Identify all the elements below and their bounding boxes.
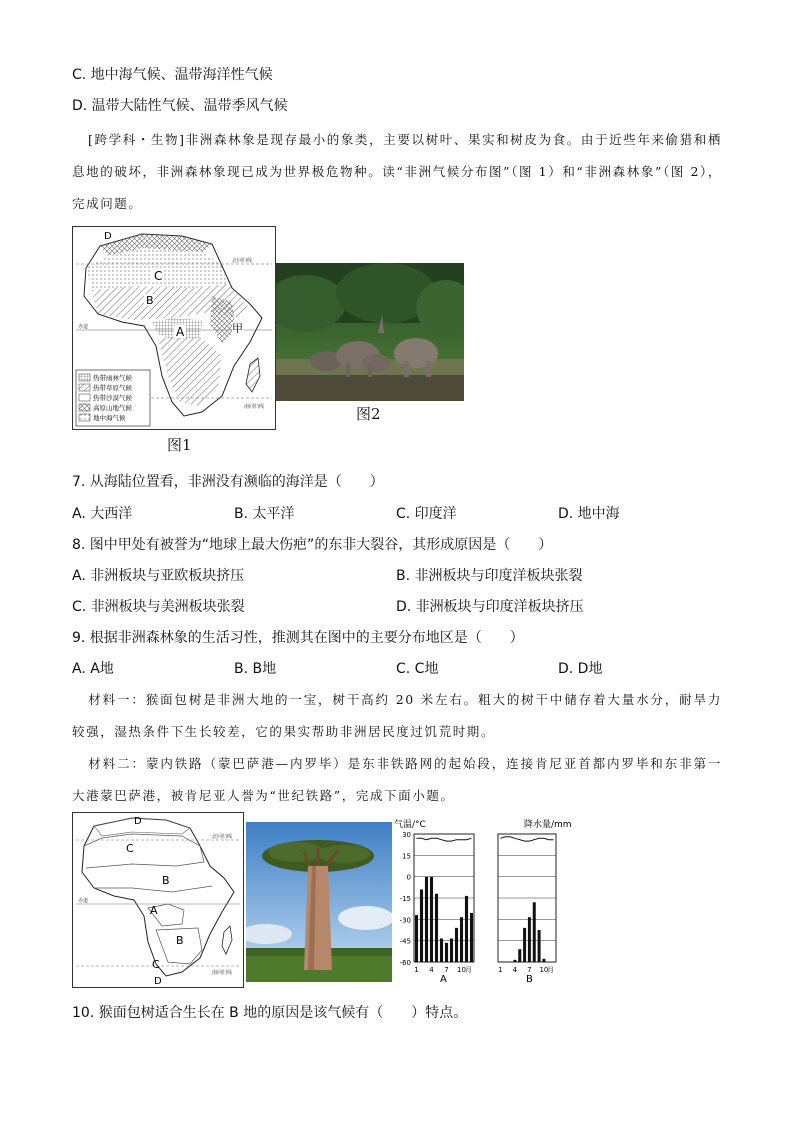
q7-option-a[interactable]: A. 大西洋 (72, 506, 133, 522)
option-d-previous: D. 温带大陆性气候、温带季风气候 (72, 98, 288, 114)
q9-option-b[interactable]: B. B地 (234, 661, 277, 677)
precip-bar (528, 917, 531, 962)
map2-region-b-bottom: B (176, 934, 184, 947)
africa-climate-map (72, 226, 276, 430)
q9-option-c[interactable]: C. C地 (396, 661, 439, 677)
chart-b-title: B (526, 974, 533, 985)
africa-region-map (72, 812, 244, 988)
precip-bar (445, 943, 448, 962)
x-tick: 7 (444, 966, 449, 974)
x-tick: 1 (498, 966, 503, 974)
precip-bar (450, 939, 453, 962)
q8-option-c[interactable]: C. 非洲板块与美洲板块张裂 (72, 599, 245, 615)
material-1-paragraph (72, 684, 722, 748)
material-2-text: 材料二：蒙内铁路（蒙巴萨港—内罗毕）是东非铁路网的起始段，连接肯尼亚首都内罗毕和东非第一大港蒙巴萨港，被肯尼亚人誉为“世纪铁路”，完成下面小题。 (72, 756, 722, 803)
precip-bar (425, 877, 428, 962)
q8-option-d[interactable]: D. 非洲板块与印度洋板块挤压 (396, 599, 584, 615)
question-10-stem: 10. 猴面包树适合生长在 B 地的原因是该气候有（ ）特点。 (72, 1005, 468, 1021)
baobab-photo (246, 822, 392, 982)
region-label-c: C (154, 269, 163, 283)
q7-option-b[interactable]: B. 太平洋 (234, 506, 295, 522)
legend-highland: 高原山地气候 (93, 404, 132, 412)
precip-bar (430, 877, 433, 962)
question-7-stem: 7. 从海陆位置看，非洲没有濒临的海洋是（ ） (72, 474, 384, 490)
legend-savanna: 热带草原气候 (93, 384, 132, 392)
precip-bar (415, 915, 418, 962)
region-label-d-top: D (104, 231, 112, 242)
precip-bar (518, 949, 521, 962)
chart-a-title: A (440, 974, 447, 985)
legend-mediterranean: 地中海气候 (93, 414, 126, 422)
intro-paragraph (72, 124, 722, 220)
line-label-equator: 赤道 (78, 324, 89, 330)
precip-bar (470, 913, 473, 962)
q9-option-d[interactable]: D. D地 (558, 661, 603, 677)
x-tick: 7 (527, 966, 532, 974)
x-tick: 4 (512, 966, 518, 974)
chart-a-ylabel-left: 气温/°C (394, 820, 426, 830)
x-tick: 10 (457, 966, 466, 974)
q8-option-a[interactable]: A. 非洲板块与亚欧板块挤压 (72, 568, 245, 584)
option-c-previous: C. 地中海气候、温带海洋性气候 (72, 67, 273, 83)
precip-bar (513, 960, 516, 962)
map2-region-c-bottom: C (152, 958, 160, 971)
map2-line-equator: 赤道 (78, 898, 89, 904)
question-8-stem: 8. 图中甲处有被誉为“地球上最大伤疤”的东非大裂谷，其形成原因是（ ） (72, 537, 553, 553)
legend-rainforest: 热带雨林气候 (93, 374, 132, 382)
precip-bar (523, 928, 526, 962)
precip-bar (440, 939, 443, 962)
legend-desert: 热带沙漠气候 (93, 394, 132, 402)
x-tick: 10 (539, 966, 549, 974)
map2-region-d-bottom: D (154, 976, 162, 987)
precip-bar (533, 902, 536, 962)
map2-region-a: A (150, 904, 158, 917)
question-9-stem: 9. 根据非洲森林象的生活习性，推测其在图中的主要分布地区是（ ） (72, 630, 524, 646)
y-left-tick: 0 (406, 873, 411, 882)
line-label-tropic-capricorn: 南回归线 (244, 404, 265, 410)
y-left-tick: 30 (402, 831, 411, 839)
material-2-paragraph (72, 748, 722, 812)
map2-line-tropic-capricorn: 南回归线 (212, 970, 233, 976)
figure1-caption: 图1 (167, 436, 192, 454)
map2-line-tropic-cancer: 北回归线 (212, 834, 233, 840)
map2-region-c-top: C (126, 842, 134, 855)
y-left-tick: 15 (402, 852, 411, 861)
q9-option-a[interactable]: A. A地 (72, 661, 114, 677)
map2-region-d-top: D (134, 816, 142, 827)
x-unit: 月 (547, 966, 554, 974)
region-label-a: A (176, 325, 185, 339)
material-1-text: 材料一：猴面包树是非洲大地的一宝，树干高约 20 米左右。粗大的树干中储存着大量水分，耐旱力较强，湿热条件下生长较差，它的果实帮助非洲居民度过饥荒时期。 (72, 692, 722, 739)
precip-bar (455, 928, 458, 962)
precip-bar (420, 889, 423, 962)
q8-option-b[interactable]: B. 非洲板块与印度洋板块张裂 (396, 568, 583, 584)
precip-bar (435, 894, 438, 962)
map2-region-b-top: B (162, 874, 170, 887)
y-left-tick: -15 (399, 895, 411, 903)
x-tick: 4 (429, 966, 434, 974)
climate-chart-b (494, 816, 584, 986)
y-left-tick: -45 (399, 937, 411, 946)
q7-option-c[interactable]: C. 印度洋 (396, 506, 457, 522)
region-label-jia: 甲 (232, 322, 243, 335)
precip-bar (542, 959, 545, 962)
region-label-b: B (146, 294, 154, 307)
precip-bar (460, 917, 463, 962)
precip-bar (465, 896, 468, 962)
x-unit: 月 (465, 966, 472, 974)
precip-bar (538, 930, 541, 962)
figure2-caption: 图2 (356, 405, 381, 423)
x-tick: 1 (414, 966, 419, 974)
line-label-tropic-cancer: 北回归线 (232, 258, 253, 264)
q7-option-d[interactable]: D. 地中海 (558, 506, 620, 522)
chart-a-ylabel-right: 降水量/mm (524, 820, 572, 830)
elephant-photo (276, 263, 464, 401)
y-left-tick: -30 (399, 916, 411, 925)
intro-text: [跨学科・生物]非洲森林象是现存最小的象类，主要以树叶、果实和树皮为食。由于近些年来偷猎和栖息地的破坏，非洲森林象现已成为世界极危物种。读“非洲气候分布图”（图 1）和“非洲森林象”（图 2），完成问题。 (72, 132, 722, 211)
y-left-tick: -60 (399, 959, 411, 967)
